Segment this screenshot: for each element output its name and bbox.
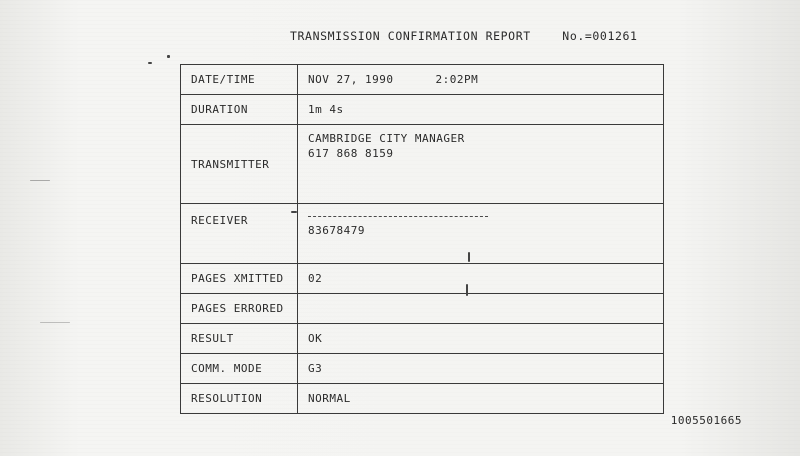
report-title: TRANSMISSION CONFIRMATION REPORT xyxy=(290,29,531,43)
scan-speck xyxy=(468,252,470,262)
scan-speck xyxy=(30,180,50,181)
result-label: RESULT xyxy=(181,324,298,354)
scan-speck xyxy=(466,284,468,296)
row-date-time xyxy=(181,65,664,95)
row-receiver xyxy=(181,204,664,264)
resolution-value: NORMAL xyxy=(298,384,664,414)
pages-xmitted-label: PAGES XMITTED xyxy=(181,264,298,294)
receiver-value-cell xyxy=(298,204,664,264)
date-time-label: DATE/TIME xyxy=(181,65,298,95)
date-time-value xyxy=(298,65,664,95)
result-value: OK xyxy=(298,324,664,354)
scan-speck xyxy=(40,322,70,323)
receiver-number: 83678479 xyxy=(308,224,365,237)
date-value: NOV 27, 1990 xyxy=(308,73,394,86)
resolution-label: RESOLUTION xyxy=(181,384,298,414)
scan-speck xyxy=(148,62,152,64)
pages-errored-value xyxy=(298,294,664,324)
transmitter-name: CAMBRIDGE CITY MANAGER xyxy=(308,132,465,145)
confirmation-table xyxy=(180,64,664,414)
row-resolution xyxy=(181,384,664,414)
comm-mode-value: G3 xyxy=(298,354,664,384)
row-pages-xmitted xyxy=(181,264,664,294)
pages-xmitted-value: 02 xyxy=(298,264,664,294)
row-transmitter xyxy=(181,125,664,204)
transmitter-phone: 617 868 8159 xyxy=(308,147,394,160)
receiver-label: RECEIVER xyxy=(181,204,298,264)
document-id: 1005501665 xyxy=(670,414,742,427)
time-value: 2:02PM xyxy=(435,73,479,86)
pages-errored-label: PAGES ERRORED xyxy=(181,294,298,324)
transmitter-label: TRANSMITTER xyxy=(181,125,298,204)
duration-value: 1m 4s xyxy=(298,95,664,125)
report-header xyxy=(290,29,638,43)
row-pages-errored xyxy=(181,294,664,324)
comm-mode-label: COMM. MODE xyxy=(181,354,298,384)
receiver-name-blank xyxy=(308,216,488,217)
duration-label: DURATION xyxy=(181,95,298,125)
row-comm-mode xyxy=(181,354,664,384)
scan-speck xyxy=(291,211,297,213)
row-duration xyxy=(181,95,664,125)
transmitter-value xyxy=(298,125,664,204)
row-result xyxy=(181,324,664,354)
report-number: No.=001261 xyxy=(562,29,638,43)
scan-speck xyxy=(167,55,170,58)
